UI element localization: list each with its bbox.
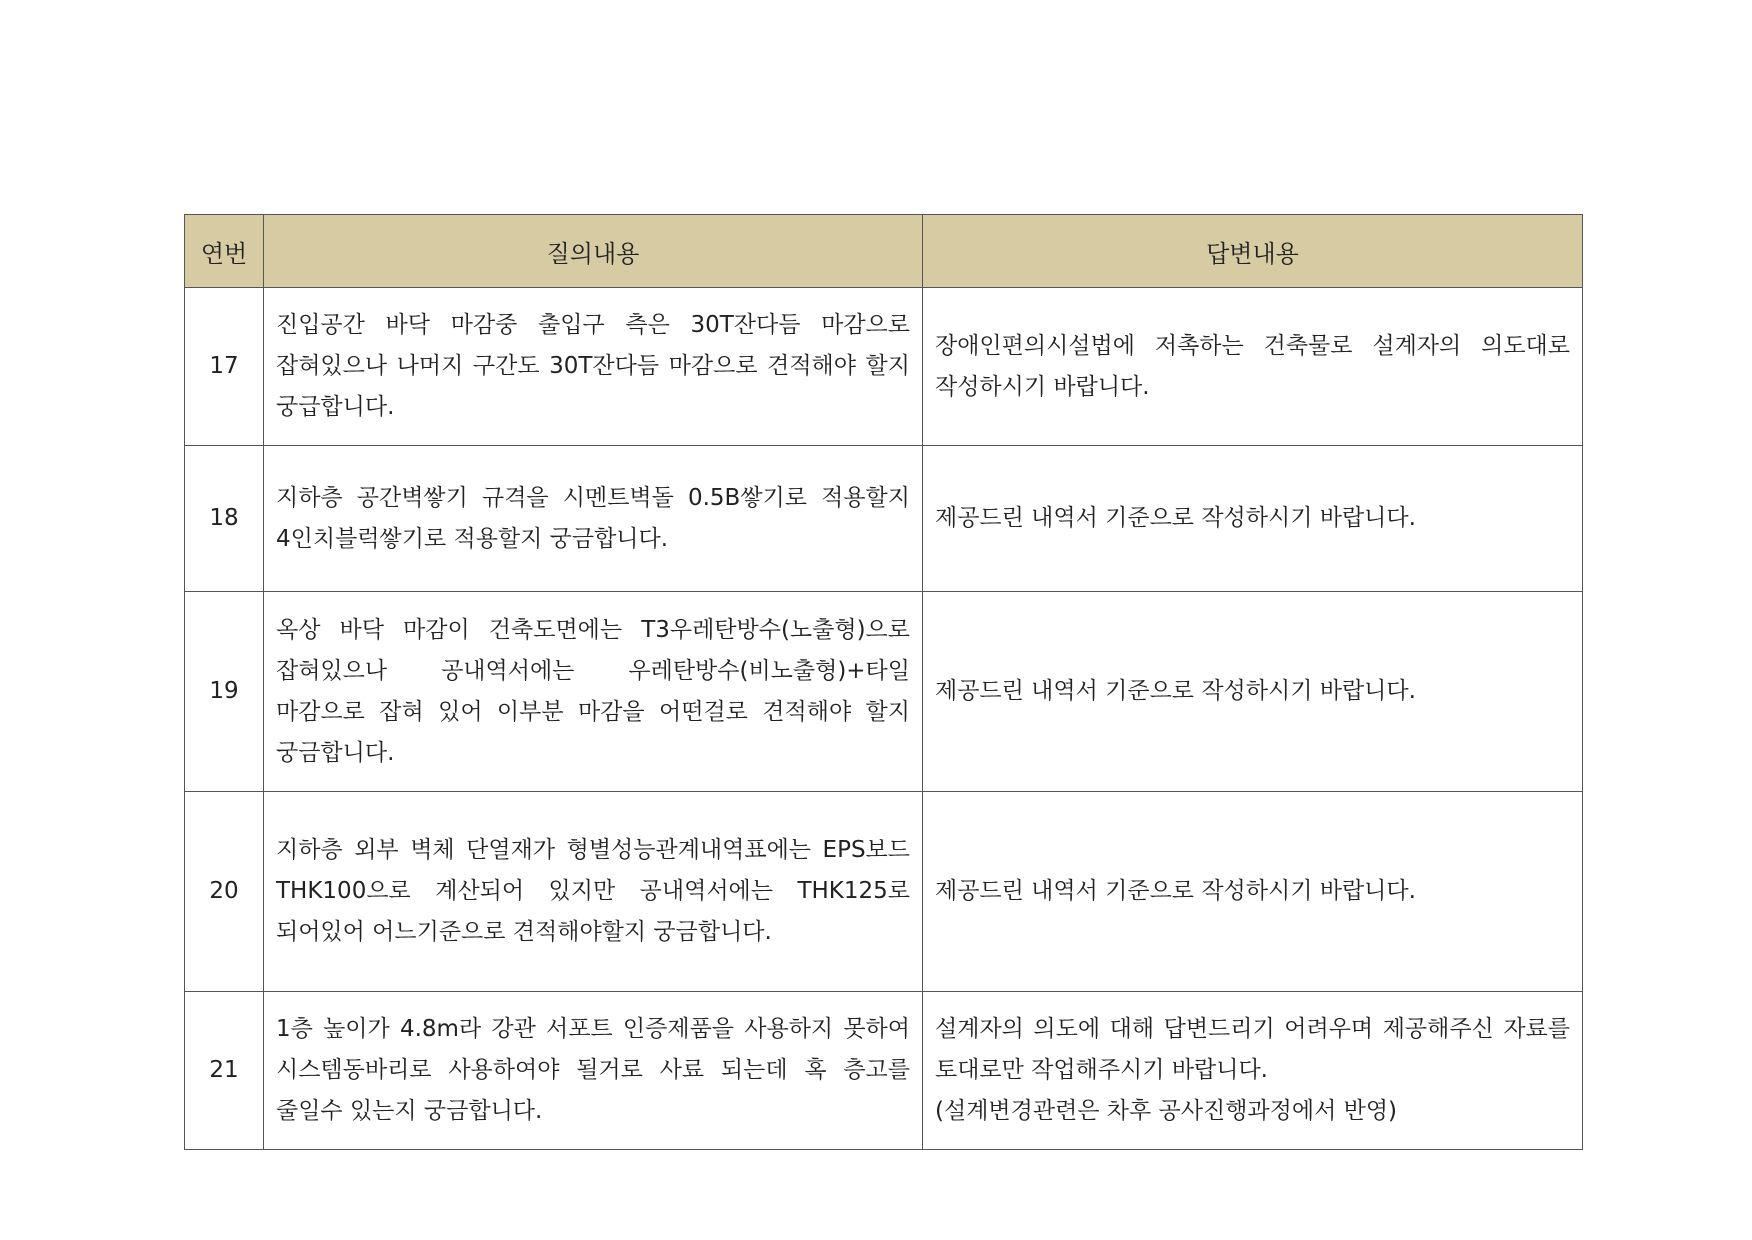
answer-line-note: (설계변경관련은 차후 공사진행과정에서 반영) xyxy=(935,1098,1398,1124)
answer-line: 제공드린 내역서 기준으로 작성하시기 바랍니다. xyxy=(935,678,1416,704)
answer-cell xyxy=(923,992,1583,1150)
table-row xyxy=(185,792,1583,992)
row-number: 20 xyxy=(185,792,264,992)
answer-line: 제공드린 내역서 기준으로 작성하시기 바랍니다. xyxy=(935,878,1416,904)
row-number: 19 xyxy=(185,592,264,792)
question-cell: 지하층 외부 벽체 단열재가 형별성능관계내역표에는 EPS보드 THK100으로 계산되어 있지만 공내역서에는 THK125로 되어있어 어느기준으로 견적해야할지 궁금합니다. xyxy=(264,792,923,992)
table-row xyxy=(185,992,1583,1150)
answer-line: 장애인편의시설법에 저촉하는 건축물로 설계자의 의도대로 작성하시기 바랍니다. xyxy=(935,332,1570,400)
answer-cell xyxy=(923,592,1583,792)
table-row xyxy=(185,592,1583,792)
answer-line: 제공드린 내역서 기준으로 작성하시기 바랍니다. xyxy=(935,505,1416,531)
table-row xyxy=(185,288,1583,446)
header-answer: 답변내용 xyxy=(923,215,1583,288)
qa-table xyxy=(184,214,1583,1150)
row-number: 21 xyxy=(185,992,264,1150)
table-row xyxy=(185,446,1583,592)
answer-cell xyxy=(923,446,1583,592)
row-number: 18 xyxy=(185,446,264,592)
table-header-row xyxy=(185,215,1583,288)
header-no: 연번 xyxy=(185,215,264,288)
question-cell: 옥상 바닥 마감이 건축도면에는 T3우레탄방수(노출형)으로 잡혀있으나 공내역서에는 우레탄방수(비노출형)+타일 마감으로 잡혀 있어 이부분 마감을 어떤걸로 견적해야 할지 궁금합니다. xyxy=(264,592,923,792)
answer-line: 설계자의 의도에 대해 답변드리기 어려우며 제공해주신 자료를 토대로만 작업해주시기 바랍니다. xyxy=(935,1016,1570,1083)
row-number: 17 xyxy=(185,288,264,446)
answer-cell xyxy=(923,792,1583,992)
question-cell: 지하층 공간벽쌓기 규격을 시멘트벽돌 0.5B쌓기로 적용할지 4인치블럭쌓기로 적용할지 궁금합니다. xyxy=(264,446,923,592)
question-cell: 1층 높이가 4.8m라 강관 서포트 인증제품을 사용하지 못하여 시스템동바리로 사용하여야 될거로 사료 되는데 혹 층고를 줄일수 있는지 궁금합니다. xyxy=(264,992,923,1150)
answer-cell xyxy=(923,288,1583,446)
question-cell: 진입공간 바닥 마감중 출입구 측은 30T잔다듬 마감으로 잡혀있으나 나머지 구간도 30T잔다듬 마감으로 견적해야 할지 궁급합니다. xyxy=(264,288,923,446)
header-question: 질의내용 xyxy=(264,215,923,288)
